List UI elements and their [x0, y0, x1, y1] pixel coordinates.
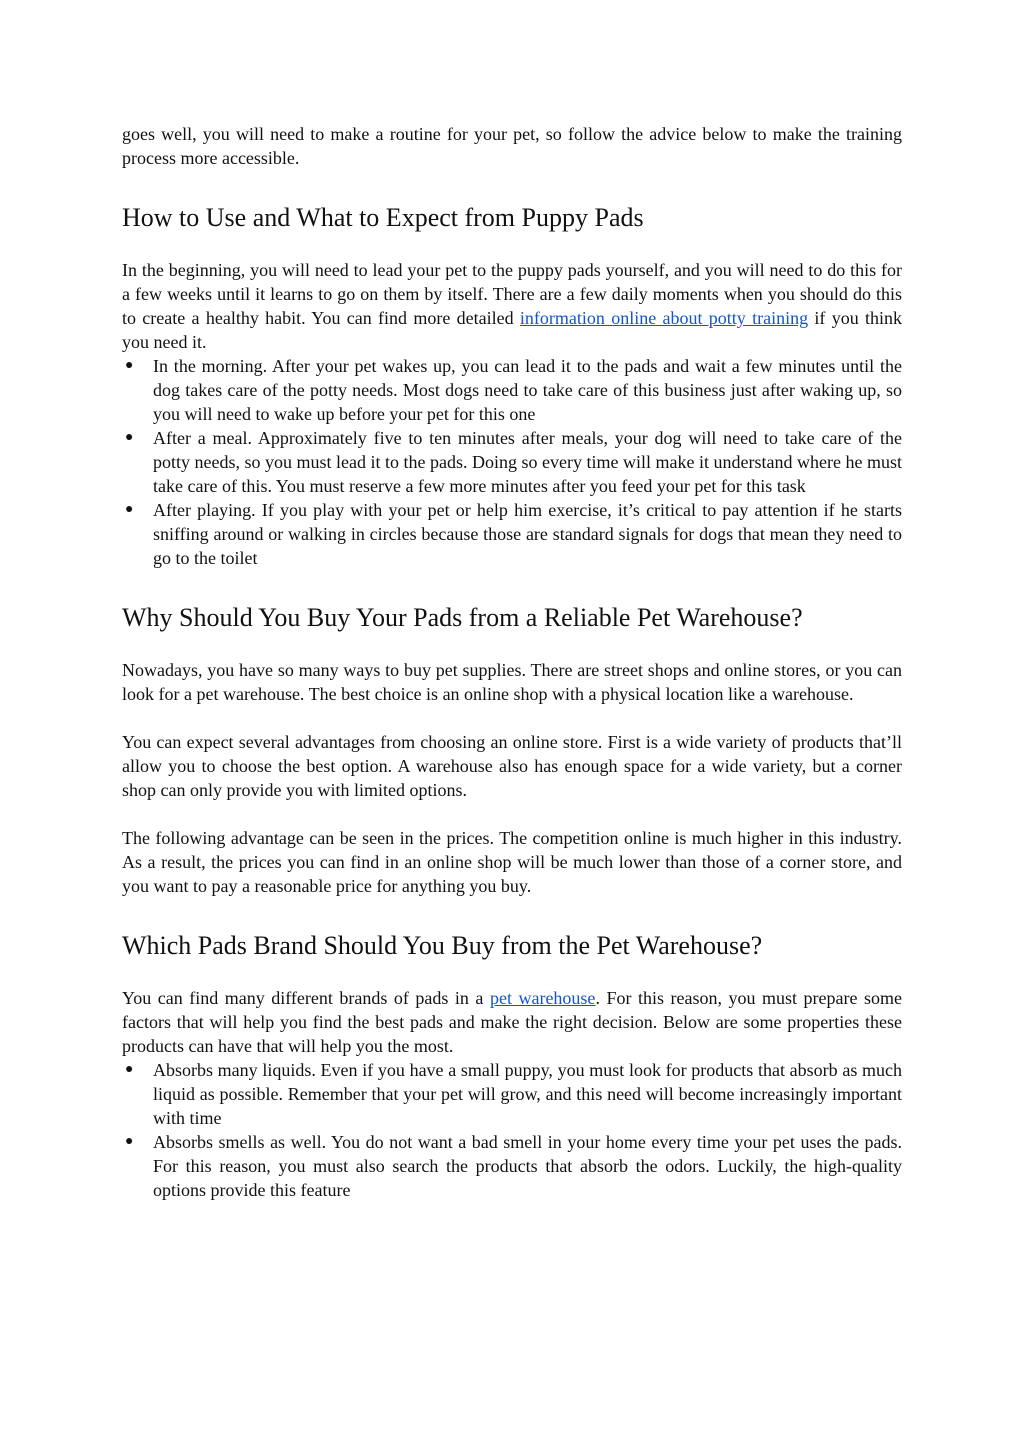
section2-paragraph-3: The following advantage can be seen in the prices. The competition online is much higher in this industry. As a result, the prices you can find in an online shop will be much lower than those of a corner store, and you want to pay a reasonable price for anything you buy.	[122, 828, 902, 896]
section3-paragraph-text-end: . For this reason, you must prepare some factors that will help you find the best pads and make the right decision. Below are some properties these products can have that will help you the most.	[122, 988, 903, 1056]
list-item-absorbs-smells	[122, 1130, 902, 1202]
list-item-after-playing	[122, 498, 902, 570]
intro-paragraph: goes well, you will need to make a routine for your pet, so follow the advice below to make the training process more accessible.	[122, 124, 902, 168]
section2-paragraph-2: You can expect several advantages from choosing an online store. First is a wide variety of products that’ll allow you to choose the best option. A warehouse also has enough space for a wide variety, but a corner shop can only provide you with limited options.	[122, 732, 902, 800]
section3-paragraph	[122, 986, 902, 1058]
daily-moments-list	[122, 354, 902, 570]
list-item-text: Absorbs smells as well. You do not want a bad smell in your home every time your pet uses the pads. For this reason, you must also search the products that absorb the odors. Luckily, the high-quality options provide this feature	[153, 1132, 902, 1200]
section1-paragraph-text-start: In the beginning, you will need to lead your pet to the puppy pads yourself, and you will need to do this for a few weeks until it learns to go on them by itself. There are a few daily moments when you should do this to create a healthy habit. You can find more detailed	[122, 260, 902, 328]
list-item-morning	[122, 354, 902, 426]
bullet-icon: ●	[125, 502, 134, 517]
list-item-text: In the morning. After your pet wakes up, you can lead it to the pads and wait a few minutes until the dog takes care of the potty needs. Most dogs need to take care of this business just after waking up, so you will need to wake up before your pet for this one	[153, 356, 902, 424]
section2-paragraph-1: Nowadays, you have so many ways to buy pet supplies. There are street shops and online stores, or you can look for a pet warehouse. The best choice is an online shop with a physical location like a warehouse.	[122, 660, 902, 704]
pad-properties-list	[122, 1058, 902, 1202]
section3-paragraph-text-start: You can find many different brands of pads in a	[122, 988, 490, 1008]
bullet-icon: ●	[125, 430, 134, 445]
list-item-after-meal	[122, 426, 902, 498]
section-heading-why-buy: Why Should You Buy Your Pads from a Reliable Pet Warehouse?	[122, 603, 803, 632]
bullet-icon: ●	[125, 358, 134, 373]
section1-paragraph	[122, 258, 902, 354]
pet-warehouse-link[interactable]: pet warehouse	[489, 988, 596, 1008]
section1-paragraph-text-end: if you think you need it.	[122, 308, 903, 352]
bullet-icon: ●	[125, 1062, 134, 1077]
list-item-text: After a meal. Approximately five to ten minutes after meals, your dog will need to take care of the potty needs, so you must lead it to the pads. Doing so every time will make it understand where he must take care of this. You must reserve a few more minutes after you feed your pet for this task	[153, 428, 902, 496]
section-heading-which-brand: Which Pads Brand Should You Buy from the Pet Warehouse?	[122, 931, 763, 960]
potty-training-info-link[interactable]: information online about potty training	[519, 308, 809, 328]
list-item-text: After playing. If you play with your pet or help him exercise, it’s critical to pay attention if he starts sniffing around or walking in circles because those are standard signals for dogs that mean they need to go to the toilet	[153, 500, 902, 568]
list-item-text: Absorbs many liquids. Even if you have a small puppy, you must look for products that absorb as much liquid as possible. Remember that your pet will grow, and this need will become increasingly important with time	[153, 1060, 902, 1128]
document-page	[122, 122, 902, 1202]
bullet-icon: ●	[125, 1134, 134, 1149]
list-item-absorbs-liquids	[122, 1058, 902, 1130]
section-heading-how-to-use: How to Use and What to Expect from Puppy Pads	[122, 203, 644, 232]
